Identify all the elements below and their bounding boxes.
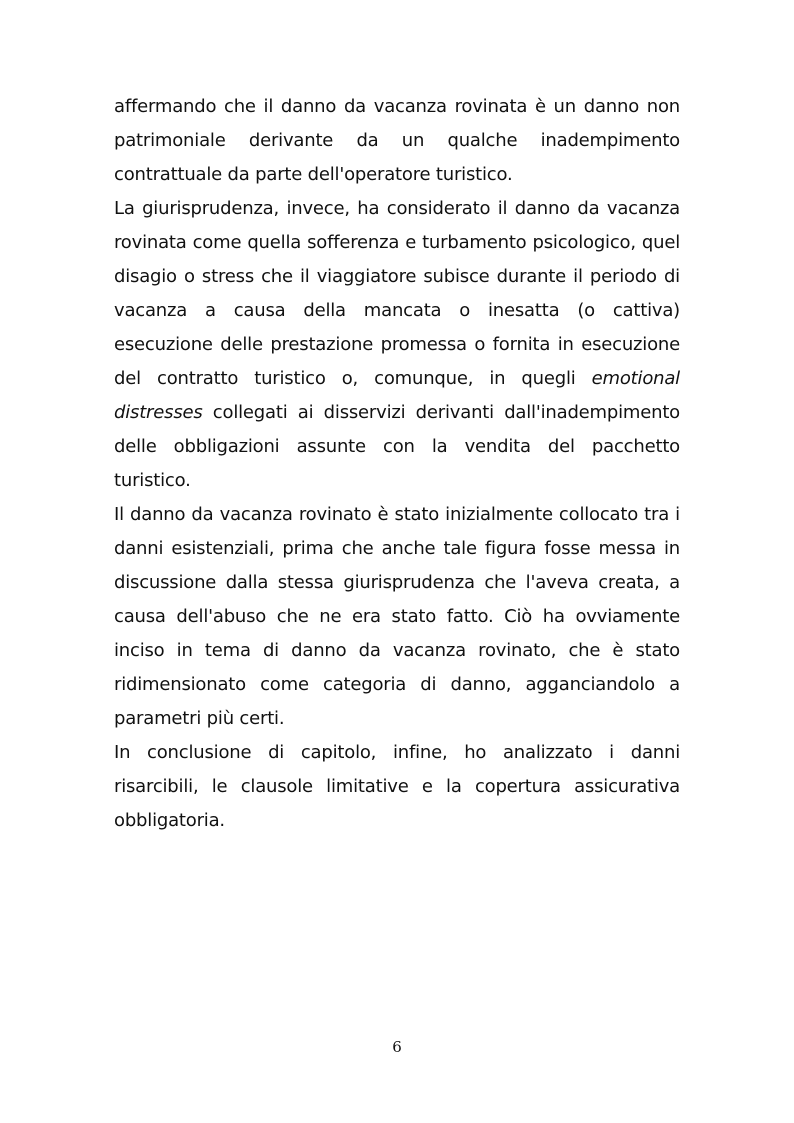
body-text — [114, 90, 680, 838]
emphasis-emotional-distresses: emotional distresses — [114, 368, 680, 423]
paragraph-2 — [114, 192, 680, 498]
paragraph-3: Il danno da vacanza rovinato è stato inizialmente collocato tra i danni esistenziali, prima che anche tale figura fosse messa in discussione dalla stessa giurisprudenza che l'aveva creata, a causa dell'abuso che ne era stato fatto. Ciò ha ovviamente inciso in tema di danno da vacanza rovinato, che è stato ridimensionato come categoria di danno, agganciandolo a parametri più certi. — [114, 504, 680, 729]
paragraph-2-text-before: La giurisprudenza, invece, ha considerato il danno da vacanza rovinata come quella sofferenza e turbamento psicologico, quel disagio o stress che il viaggiatore subisce durante il periodo di vacanza a causa della mancata o inesatta (o cattiva) esecuzione delle prestazione promessa o fornita in esecuzione del contratto turistico o, comunque, in quegli — [114, 198, 680, 389]
page-number: 6 — [392, 1038, 402, 1056]
paragraph-4: In conclusione di capitolo, infine, ho analizzato i danni risarcibili, le clausole limitative e la copertura assicurativa obbligatoria. — [114, 742, 680, 831]
paragraph-2-text-after: collegati ai disservizi derivanti dall'inadempimento delle obbligazioni assunte con la vendita del pacchetto turistico. — [114, 402, 680, 491]
paragraph-1: affermando che il danno da vacanza rovinata è un danno non patrimoniale derivante da un qualche inadempimento contrattuale da parte dell'operatore turistico. — [114, 96, 680, 185]
